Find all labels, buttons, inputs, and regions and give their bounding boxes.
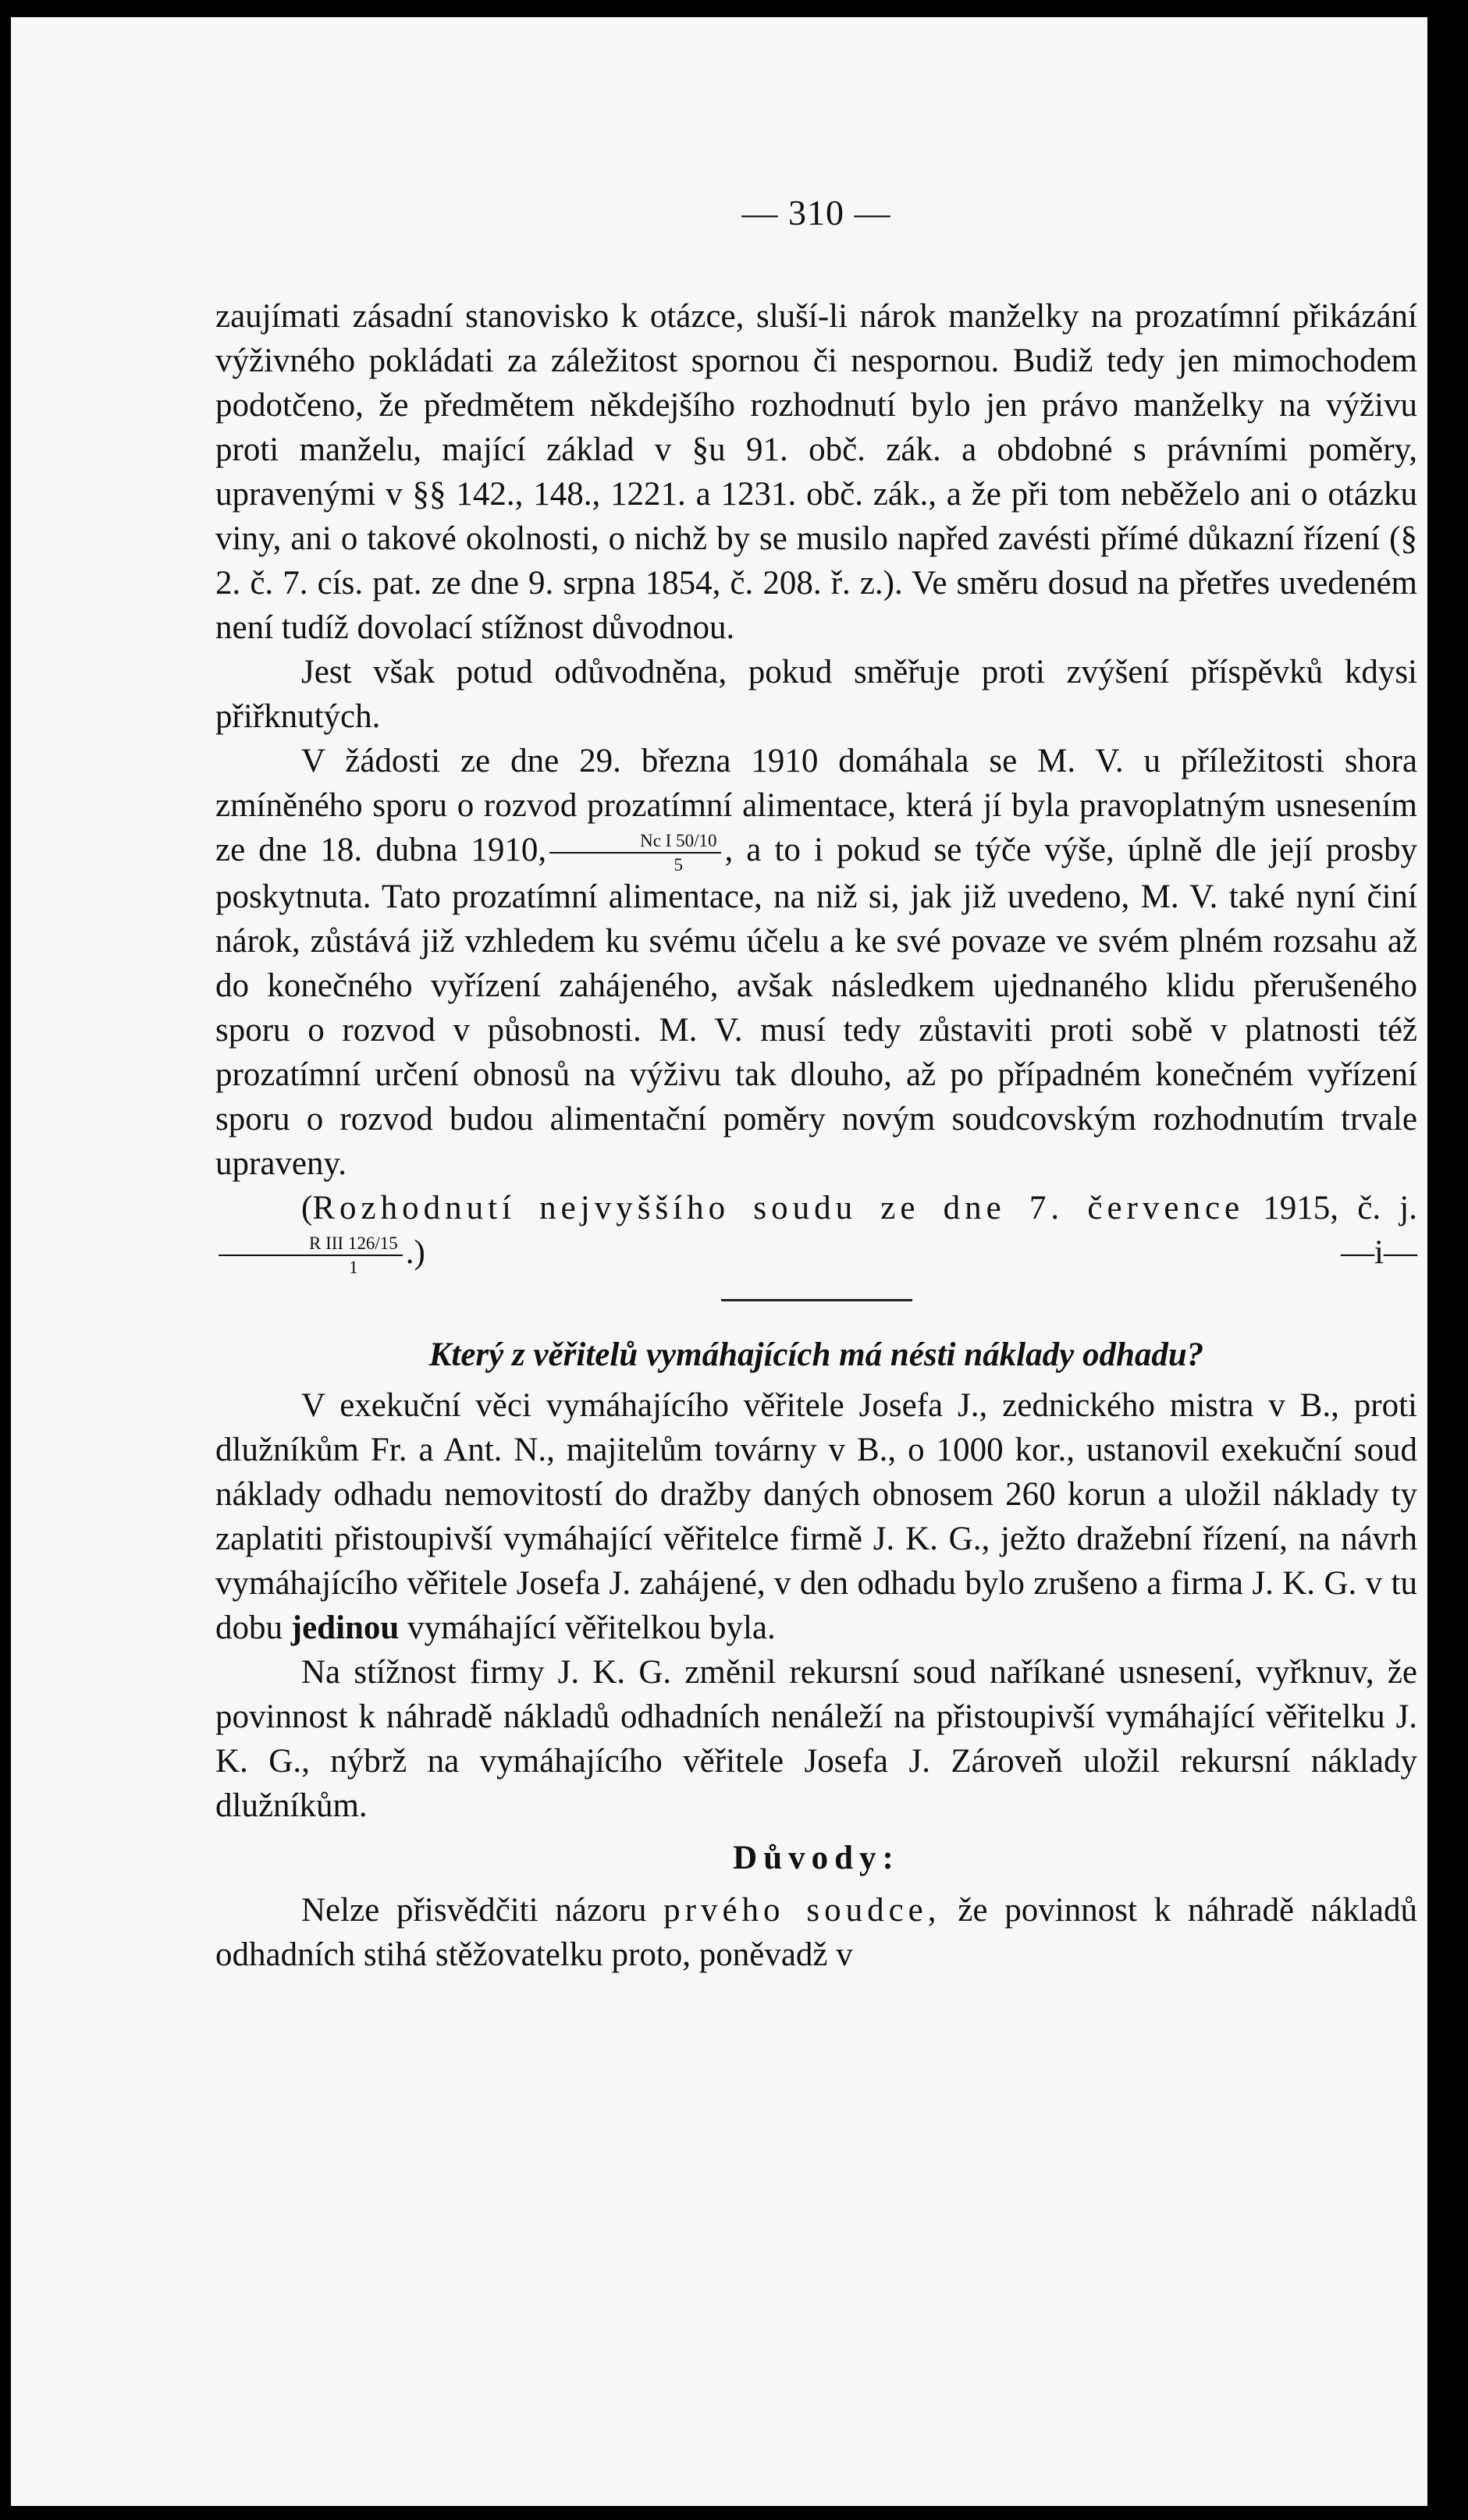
emphasis-bold: jedinou [290, 1610, 400, 1647]
fraction-numerator: Nc I 50/10 [549, 831, 721, 854]
reasons-heading: Důvody: [733, 1840, 900, 1877]
citation-open: ( [301, 1190, 313, 1227]
paragraph-text: Nelze přisvědčiti názoru [301, 1892, 647, 1929]
fraction-denominator: 1 [349, 1258, 358, 1278]
paragraph-execution [215, 1383, 1417, 1650]
fraction-numerator: R III 126/15 [219, 1233, 403, 1256]
decision-citation [215, 1186, 1417, 1277]
paragraph: Na stížnost firmy J. K. G. změnil rekursní soud naříkané usnesení, vyřknuv, že povinnost k náhradě nákladů odhadních nenáleží na přistoupivší vymáhající věřitelku J. K. G., nýbrž na vymáhajícího věřitele Josefa J. Zároveň uložil rekursní náklady dlužníkům. [215, 1654, 1417, 1825]
case-number-fraction [219, 1233, 403, 1277]
paragraph: Jest však potud odůvodněna, pokud směřuje proti zvýšení příspěvků kdysi přiřknutých. [215, 654, 1417, 735]
scanned-page [11, 17, 1427, 2506]
paragraph-text: vymáhající věřitelkou byla. [407, 1610, 776, 1647]
section-title: Který z věřitelů vymáhajících má nésti náklady odhadu? [428, 1336, 1204, 1374]
page-number: — 310 — [741, 193, 891, 232]
scan-border [1427, 0, 1468, 2520]
case-number-fraction [549, 831, 721, 875]
paragraph-continuation: zaujímati zásadní stanovisko k otázce, sluší-li nárok manželky na prozatímní přikázání výživného pokládati za záležitost spornou či nespornou. Budiž tedy jen mimochodem podotčeno, že předmětem někdejšího rozhodnutí bylo jen právo manželky na výživu proti manželu, mající základ v §u 91. obč. zák. a obdobné s právními poměry, upravenými v §§ 142., 148., 1221. a 1231. obč. zák., a že při tom neběželo ani o otázku viny, ani o takové okolnosti, o nichž by se musilo napřed zavésti přímé důkazní řízení (§ 2. č. 7. cís. pat. ze dne 9. srpna 1854, č. 208. ř. z.). Ve směru dosud na přetřes uvedeném není tudíž dovolací stížnost důvodnou. [215, 298, 1417, 646]
paragraph-text: , a to i pokud se týče výše, úplně dle její prosby poskytnuta. Tato prozatímní alimentace, na niž si, jak již uvedeno, M. V. také nyní činí nárok, zůstává již vzhledem ku svému účelu a ke své povaze ve svém plném rozsahu až do konečného vyřízení zahájeného, avšak následkem ujednaného klidu přerušeného sporu o rozvod v působnosti. M. V. musí tedy zůstaviti proti sobě v platnosti též prozatímní určení obnosů na výživu tak dlouho, až po případném konečném vyřízení sporu o rozvod budou alimentační poměry novým soudcovským rozhodnutím trvale upraveny. [215, 832, 1417, 1183]
spaced-emphasis: prvého soudce, [663, 1892, 941, 1929]
paragraph-alimentation [215, 739, 1417, 1186]
author-signature: —i— [1341, 1234, 1417, 1272]
citation-close: .) [405, 1234, 425, 1272]
citation-date: 1915, č. j. [1244, 1190, 1417, 1227]
paragraph-reasons [215, 1888, 1417, 1977]
fraction-denominator: 5 [674, 855, 684, 875]
paragraph-text: že povinnost k náhradě nákladů odhadních stihá stěžovatelku proto, poněvadž v [215, 1892, 1417, 1974]
paragraph-text: V exekuční věci vymáhajícího věřitele Josefa J., zednického mistra v B., proti dlužníkům Fr. a Ant. N., majitelům továrny v B., o 1000 kor., ustanovil exekuční soud náklady odhadu nemovitostí do dražby daných obnosem 260 korun a uložil náklady ty zaplatiti přistoupivší vymáhající věřitelce firmě J. K. G., ježto dražební řízení, na návrh vymáhajícího věřitele Josefa J. zahájené, v den odhadu bylo zrušeno a firma J. K. G. v tu dobu [215, 1387, 1417, 1647]
paragraph-text: V žádosti ze dne 29. března 1910 domáhala se M. V. u příležitosti shora zmíněného sporu o rozvod prozatímní alimentace, která jí byla pravoplatným usnesením ze dne 18. dubna 1910, [215, 743, 1417, 868]
body-text [215, 294, 1417, 1977]
section-divider [721, 1299, 912, 1301]
citation-spaced: Rozhodnutí nejvyššího soudu ze dne 7. července [312, 1190, 1245, 1227]
